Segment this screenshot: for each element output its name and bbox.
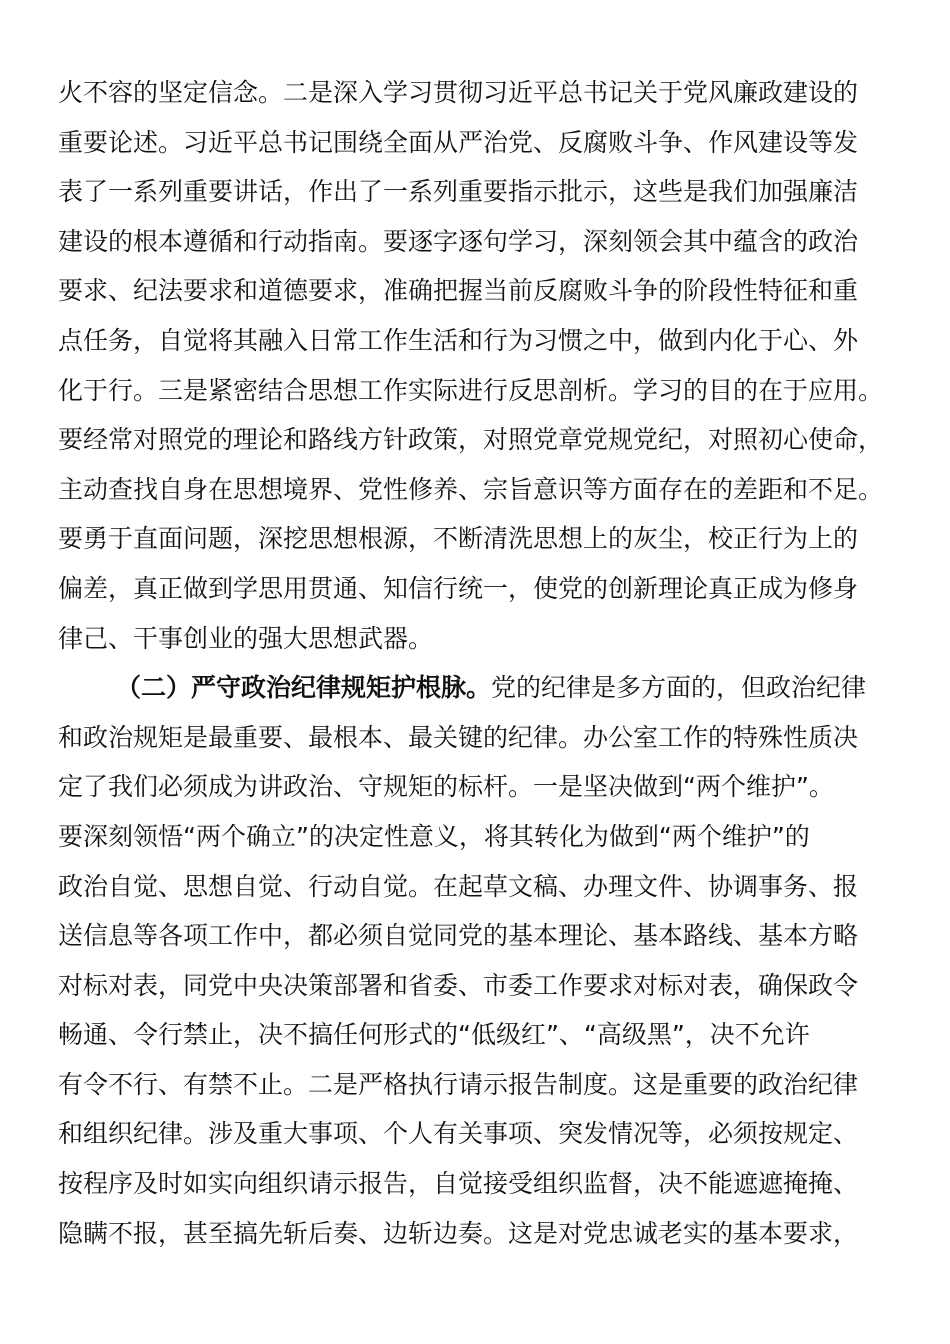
text-line: 律己、干事创业的强大思想武器。 bbox=[58, 623, 434, 653]
section-heading-continuation: 党的纪律是多方面的，但政治纪律 bbox=[491, 673, 867, 703]
text-line: 火不容的坚定信念。二是深入学习贯彻习近平总书记关于党风廉政建设的 bbox=[58, 78, 859, 107]
text-line: 政治自觉、思想自觉、行动自觉。在起草文稿、办理文件、协调事务、报 bbox=[58, 871, 859, 901]
text-line: 和组织纪律。涉及重大事项、个人有关事项、突发情况等，必须按规定、 bbox=[58, 1119, 859, 1149]
text-line: 表了一系列重要讲话，作出了一系列重要指示批示，这些是我们加强廉洁 bbox=[58, 177, 859, 207]
text-line: 要求、纪法要求和道德要求，准确把握当前反腐败斗争的阶段性特征和重 bbox=[58, 276, 859, 306]
text-line: 送信息等各项工作中，都必须自觉同党的基本理论、基本路线、基本方略 bbox=[58, 921, 859, 951]
text-line: 要深刻领悟“两个确立”的决定性意义，将其转化为做到“两个维护”的 bbox=[58, 821, 810, 851]
section-heading-line bbox=[58, 663, 888, 713]
text-line: 化于行。三是紧密结合思想工作实际进行反思剖析。学习的目的在于应用。 bbox=[58, 375, 884, 405]
text-line: 点任务，自觉将其融入日常工作生活和行为习惯之中，做到内化于心、外 bbox=[58, 325, 859, 355]
text-line: 对标对表，同党中央决策部署和省委、市委工作要求对标对表，确保政令 bbox=[58, 970, 859, 1000]
text-line: 有令不行、有禁不止。二是严格执行请示报告制度。这是重要的政治纪律 bbox=[58, 1069, 859, 1099]
body-text bbox=[58, 68, 888, 1258]
text-line: 重要论述。习近平总书记围绕全面从严治党、反腐败斗争、作风建设等发 bbox=[58, 127, 859, 157]
text-line: 要经常对照党的理论和路线方针政策，对照党章党规党纪，对照初心使命， bbox=[58, 425, 884, 455]
text-line: 和政治规矩是最重要、最根本、最关键的纪律。办公室工作的特殊性质决 bbox=[58, 722, 859, 752]
text-line: 主动查找自身在思想境界、党性修养、宗旨意识等方面存在的差距和不足。 bbox=[58, 474, 884, 504]
text-line: 隐瞒不报，甚至搞先斩后奏、边斩边奏。这是对党忠诚老实的基本要求， bbox=[58, 1218, 859, 1248]
text-line: 建设的根本遵循和行动指南。要逐字逐句学习，深刻领会其中蕴含的政治 bbox=[58, 226, 859, 256]
text-line: 畅通、令行禁止，决不搞任何形式的“低级红”、“高级黑”，决不允许 bbox=[58, 1020, 810, 1050]
text-line: 偏差，真正做到学思用贯通、知信行统一，使党的创新理论真正成为修身 bbox=[58, 573, 859, 603]
text-line: 定了我们必须成为讲政治、守规矩的标杆。一是坚决做到“两个维护”。 bbox=[58, 772, 834, 802]
text-line: 要勇于直面问题，深挖思想根源，不断清洗思想上的灰尘，校正行为上的 bbox=[58, 524, 859, 554]
section-heading: （二）严守政治纪律规矩护根脉。 bbox=[116, 673, 492, 703]
text-line: 按程序及时如实向组织请示报告，自觉接受组织监督，决不能遮遮掩掩、 bbox=[58, 1169, 859, 1199]
